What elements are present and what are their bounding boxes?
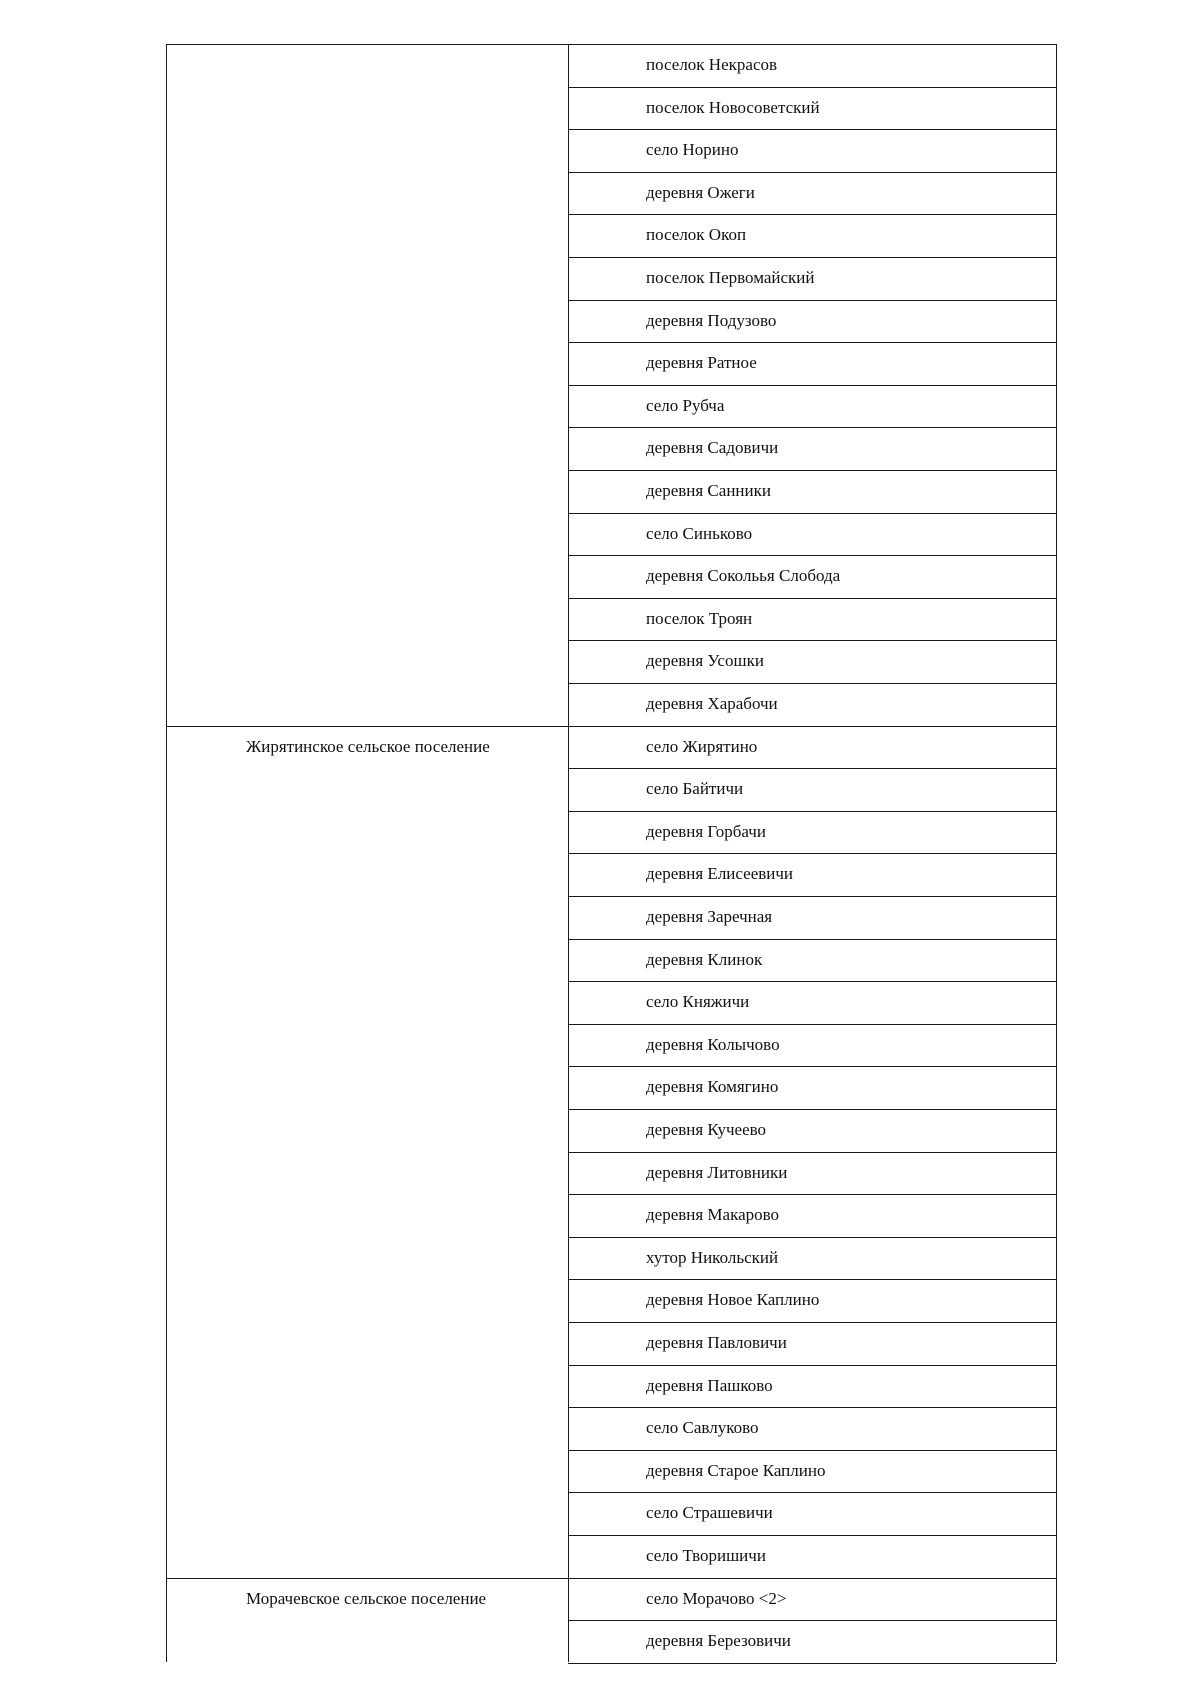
table-row-divider [568,939,1056,940]
settlement-name: поселок Троян [646,608,753,628]
settlement-name: деревня Ратное [646,353,757,373]
settlement-name: деревня Елисеевичи [646,864,794,884]
table-row-divider [568,853,1056,854]
table-row-divider [568,768,1056,769]
table-row-divider [568,214,1056,215]
settlement-name: село Жирятино [646,736,758,756]
table-row-divider [568,683,1056,684]
table-row-divider [568,1279,1056,1280]
table-row-divider [568,555,1056,556]
settlement-name: село Савлуково [646,1418,759,1438]
table-row-divider [568,342,1056,343]
table-row-divider [568,1450,1056,1451]
table-row-divider [568,1237,1056,1238]
settlement-name: село Страшевичи [646,1503,773,1523]
settlement-name: деревня Ожеги [646,182,755,202]
settlement-name: поселок Новосоветский [646,97,820,117]
settlement-name: деревня Горбачи [646,821,766,841]
settlement-name: деревня Садовичи [646,438,779,458]
settlement-name: деревня Клинок [646,949,763,969]
table-row-divider [568,981,1056,982]
table-row-divider [568,640,1056,641]
settlement-name: деревня Харабочи [646,694,778,713]
table-row-divider [568,1322,1056,1323]
settlement-name: деревня Подузово [646,310,777,330]
settlement-name: деревня Литовники [646,1162,788,1182]
settlement-name: деревня Новое Каплино [646,1290,820,1310]
settlement-name: деревня Усошки [646,651,764,671]
settlement-name: село Синьково [646,523,753,543]
settlement-name: село Норино [646,140,739,160]
group-separator [166,726,1056,727]
table-row-divider [568,896,1056,897]
table-row-divider [568,172,1056,173]
table-row-divider [568,427,1056,428]
table-row-divider [568,1194,1056,1195]
settlement-name: деревня Павловичи [646,1333,787,1352]
settlement-group-name: Жирятинское сельское поселение [246,736,490,756]
table-row-divider [568,300,1056,301]
table-row-divider [568,1066,1056,1067]
table-right-border [1056,44,1057,1662]
settlement-name: деревня Сокольья Слобода [646,566,841,586]
settlement-name: поселок Окоп [646,225,747,245]
settlement-name: хутор Никольский [646,1247,779,1267]
table-row-divider [568,87,1056,88]
table-row-divider [568,1492,1056,1493]
table-row-divider [568,1407,1056,1408]
settlement-name: поселок Некрасов [646,55,778,74]
table-row-divider [568,598,1056,599]
settlement-name: село Морачово <2> [646,1588,787,1608]
settlement-name: село Княжичи [646,992,750,1012]
settlement-name: деревня Старое Каплино [646,1460,826,1480]
table-row-divider [568,385,1056,386]
settlement-name: деревня Макарово [646,1205,780,1225]
table-top-border [166,44,1056,45]
table-row-divider [568,129,1056,130]
table-row-divider [568,1365,1056,1366]
table-row-divider [568,1152,1056,1153]
group-separator [166,1578,1056,1579]
settlement-name: деревня Пашково [646,1375,773,1395]
table-row-divider [568,1535,1056,1536]
table-row-divider [568,1024,1056,1025]
table-row-divider [568,513,1056,514]
settlement-group-name: Морачевское сельское поселение [246,1588,487,1608]
table-row-divider [568,811,1056,812]
table-row-divider [568,470,1056,471]
settlement-name: деревня Кучеево [646,1120,767,1139]
settlement-name: поселок Первомайский [646,268,815,287]
settlement-name: деревня Колычово [646,1034,780,1054]
table-row-divider [568,1620,1056,1621]
table-row-divider [568,1109,1056,1110]
settlement-name: село Творишичи [646,1546,766,1565]
settlement-name: деревня Комягино [646,1077,779,1097]
table-row-divider [568,1663,1056,1664]
table-row-divider [568,257,1056,258]
settlement-name: деревня Березовичи [646,1631,791,1651]
settlement-name: деревня Заречная [646,907,773,926]
table-left-border [166,44,167,1662]
settlement-name: село Байтичи [646,779,744,799]
settlement-name: село Рубча [646,395,725,415]
settlement-name: деревня Санники [646,481,771,500]
